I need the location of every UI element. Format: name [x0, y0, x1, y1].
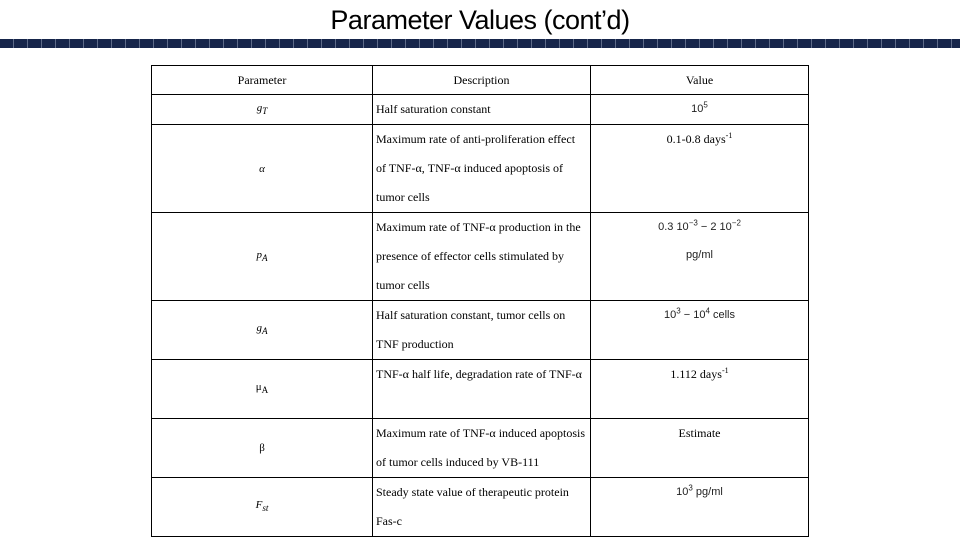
parameter-description	[373, 478, 591, 537]
parameter-description	[373, 360, 591, 419]
slide-title: Parameter Values (cont’d)	[330, 5, 630, 35]
parameter-value: 1.112 days$^{-1}$	[591, 360, 809, 419]
parameter-description	[373, 419, 591, 478]
parameter-symbol: $\mu_A$	[152, 360, 373, 419]
parameter-value: $10^3$ pg/ml	[591, 478, 809, 537]
header-description: Description	[373, 66, 591, 95]
parameter-symbol: $g_A$	[152, 301, 373, 360]
parameter-description	[373, 301, 591, 360]
table-header-row	[152, 66, 809, 95]
parameter-symbol: β	[152, 419, 373, 478]
parameter-value	[591, 213, 809, 301]
parameter-table	[151, 65, 809, 537]
description-line: Half saturation constant	[376, 102, 491, 116]
table-row	[152, 419, 809, 478]
header-parameter: Parameter	[152, 66, 373, 95]
table-row	[152, 301, 809, 360]
parameter-description	[373, 95, 591, 125]
description-line: tumor cells	[376, 190, 430, 204]
parameter-description	[373, 125, 591, 213]
parameter-value: $10^5$	[591, 95, 809, 125]
description-line: Maximum rate of TNF-α induced apoptosis	[376, 426, 586, 440]
value-range: 0.3 $10^{-3} - 2$ $10^{-2}$	[658, 218, 741, 233]
description-line: Fas-c	[376, 514, 402, 528]
title-divider-bar	[0, 39, 960, 48]
description-line: TNF production	[376, 337, 454, 351]
parameter-value: $10^3 - 10^4$ cells	[591, 301, 809, 360]
header-value: Value	[591, 66, 809, 95]
description-line: of tumor cells induced by VB-111	[376, 455, 540, 469]
table-row	[152, 360, 809, 419]
parameter-symbol: $g_T$	[152, 95, 373, 125]
description-line: Maximum rate of TNF-α production in the	[376, 220, 581, 234]
description-line: Half saturation constant, tumor cells on	[376, 308, 566, 322]
description-line: Steady state value of therapeutic protein	[376, 485, 569, 499]
description-line: TNF-α half life, degradation rate of TNF-α	[376, 367, 582, 381]
table-row	[152, 478, 809, 537]
parameter-symbol: $F_{st}$	[152, 478, 373, 537]
table-row	[152, 213, 809, 301]
value-unit: pg/ml	[686, 249, 713, 261]
description-line: tumor cells	[376, 278, 430, 292]
parameter-symbol: $p_A$	[152, 213, 373, 301]
table-row	[152, 125, 809, 213]
parameter-symbol: α	[152, 125, 373, 213]
table-row	[152, 95, 809, 125]
description-line: presence of effector cells stimulated by	[376, 249, 565, 263]
parameter-value: 0.1-0.8 days$^{-1}$	[591, 125, 809, 213]
description-line: of TNF-α, TNF-α induced apoptosis of	[376, 161, 564, 175]
parameter-value: Estimate	[591, 419, 809, 478]
parameter-description	[373, 213, 591, 301]
description-line	[376, 389, 588, 418]
description-line: Maximum rate of anti-proliferation effect	[376, 132, 576, 146]
